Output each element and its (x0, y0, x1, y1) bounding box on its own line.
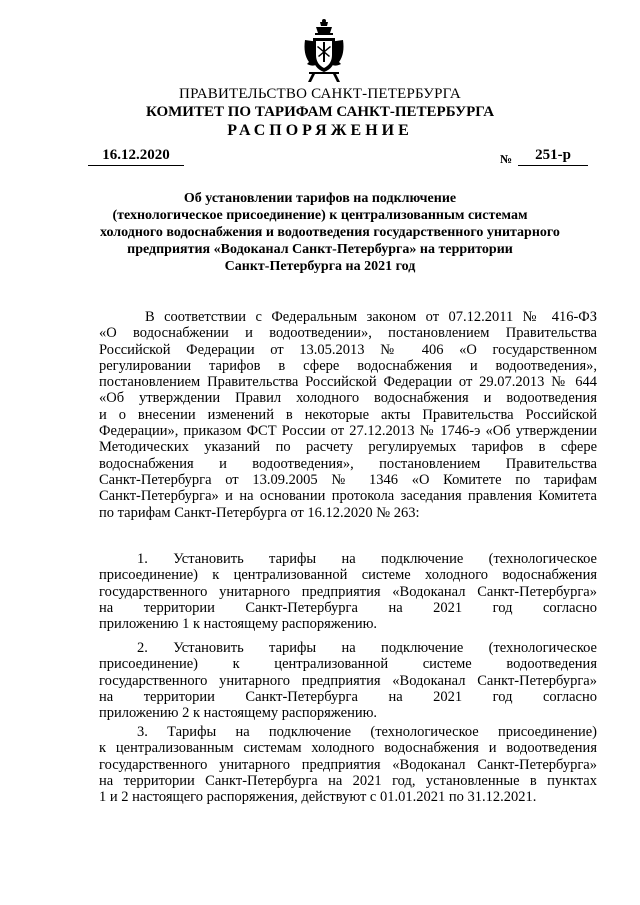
text-line: Методических указаний по расчету регулируемых тарифов в сфере (99, 439, 597, 456)
document-type-title: РАСПОРЯЖЕНИЕ (227, 122, 413, 139)
text-line: и о внесении изменений в некоторые акты Правительства Российской (99, 406, 597, 423)
item-3-paragraph (99, 724, 597, 805)
text-line: по тарифам Санкт-Петербурга от 16.12.2020 № 263: (99, 504, 420, 521)
text-line: 1 и 2 настоящего распоряжения, действуют с 01.01.2021 по 31.12.2021. (99, 789, 537, 806)
text-line: на территории Санкт-Петербурга на 2021 год согласно (99, 688, 597, 705)
text-line: 2. Установить тарифы на подключение (технологическое (137, 640, 597, 656)
subject-line: (технологическое присоединение) к централизованным системам (112, 208, 528, 223)
text-line: регулировании тарифов в сфере водоснабжения и водоотведения», (99, 357, 597, 374)
coat-of-arms-icon (302, 18, 346, 84)
text-line: на территории Санкт-Петербурга на 2021 год согласно (99, 599, 597, 616)
text-line: приложению 2 к настоящему распоряжению. (99, 705, 378, 722)
document-date: 16.12.2020 (88, 147, 184, 166)
preamble-paragraph (99, 309, 597, 521)
document-number: 251-р (518, 147, 588, 166)
item-1-paragraph (99, 551, 597, 632)
text-line: водоснабжения и водоотведения», постановлением Правительства (99, 455, 597, 472)
text-line: присоединение) к централизованной системе холодного водоснабжения (99, 567, 597, 584)
government-name: ПРАВИТЕЛЬСТВО САНКТ-ПЕТЕРБУРГА (179, 86, 461, 102)
text-line: на территории Санкт-Петербурга на 2021 год, установленные в пунктах (99, 772, 597, 789)
text-line: Санкт-Петербурга от 13.09.2005 № 1346 «О Комитете по тарифам (99, 471, 597, 488)
text-line: присоединение) к централизованной системе водоотведения (99, 656, 597, 673)
number-sign: № (500, 152, 513, 166)
committee-name: КОМИТЕТ ПО ТАРИФАМ САНКТ-ПЕТЕРБУРГА (145, 104, 495, 120)
subject-line: Санкт-Петербурга на 2021 год (224, 259, 416, 274)
text-line: к централизованным системам холодного водоснабжения и водоотведения (99, 740, 597, 757)
text-line: В соответствии с Федеральным законом от 07.12.2011 № 416-ФЗ (145, 309, 597, 325)
subject-line: холодного водоснабжения и водоотведения государственного унитарного (100, 225, 560, 240)
text-line: «Об утверждении Правил холодного водоснабжения и водоотведения (99, 390, 597, 407)
text-line: 3. Тарифы на подключение (технологическое присоединение) (137, 724, 597, 740)
text-line: приложению 1 к настоящему распоряжению. (99, 616, 378, 633)
text-line: Санкт-Петербурга» и на основании протокола заседания правления Комитета (99, 488, 597, 505)
text-line: Федерации», приказом ФСТ России от 27.12.2013 № 1746-э «Об утверждении (99, 423, 597, 440)
text-line: «О водоснабжении и водоотведении», постановлением Правительства (99, 325, 597, 342)
document-subject (100, 190, 560, 275)
text-line: 1. Установить тарифы на подключение (технологическое (137, 551, 597, 567)
text-line: Российской Федерации от 13.05.2013 № 406 «О государственном (99, 341, 597, 358)
text-line: постановлением Правительства Российской Федерации от 29.07.2013 № 644 (99, 374, 597, 391)
item-2-paragraph (99, 640, 597, 721)
text-line: государственного унитарного предприятия «Водоканал Санкт-Петербурга» (99, 756, 597, 773)
subject-line: предприятия «Водоканал Санкт-Петербурга» на территории (127, 242, 513, 257)
text-line: государственного унитарного предприятия «Водоканал Санкт-Петербурга» (99, 672, 597, 689)
subject-line: Об установлении тарифов на подключение (183, 191, 457, 206)
text-line: государственного унитарного предприятия «Водоканал Санкт-Петербурга» (99, 583, 597, 600)
